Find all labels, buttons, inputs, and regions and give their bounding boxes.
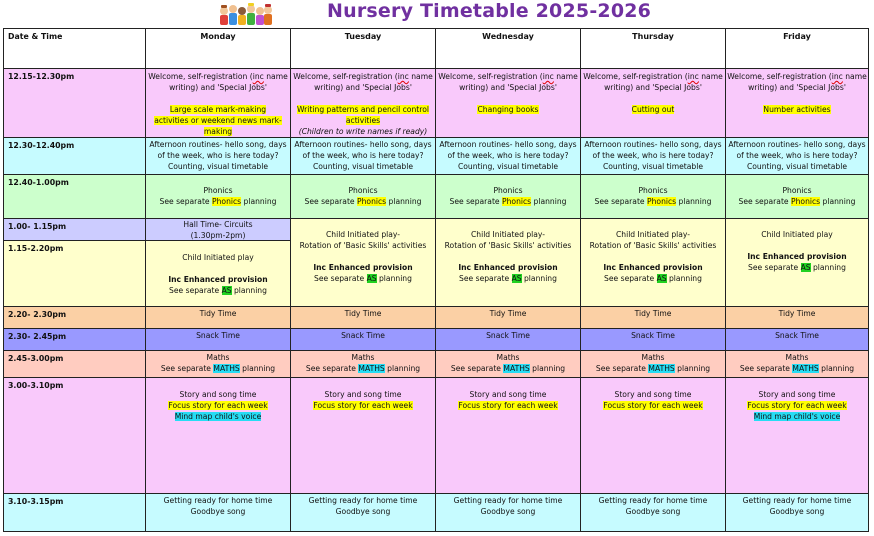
time-phonics: 12.40-1.00pm: [3, 174, 146, 219]
child-play-tuesday: Child Initiated play- Rotation of 'Basic Skills' activities Inc Enhanced provision See separate AS planning: [290, 218, 436, 307]
header-wednesday: Wednesday: [435, 28, 581, 69]
welcome-friday: Welcome, self-registration (inc name writing) and 'Special Jobs' Number activities: [725, 68, 869, 138]
welcome-activity: Writing patterns and pencil control activities: [297, 105, 429, 125]
routines-monday: Afternoon routines- hello song, days of the week, who is here today? Counting, visual timetable: [145, 137, 291, 175]
routines-tuesday: Afternoon routines- hello song, days of the week, who is here today? Counting, visual timetable: [290, 137, 436, 175]
tidy-thursday: Tidy Time: [580, 306, 726, 329]
children-group-icon: [218, 1, 274, 27]
snack-tuesday: Snack Time: [290, 328, 436, 351]
child-play-friday: Child Initiated play Inc Enhanced provision See separate AS planning: [725, 218, 869, 307]
tidy-wednesday: Tidy Time: [435, 306, 581, 329]
welcome-activity: Number activities: [763, 105, 831, 114]
page-title: Nursery Timetable 2025-2026: [327, 0, 652, 22]
story-wednesday: Story and song time Focus story for each week: [435, 377, 581, 494]
snack-friday: Snack Time: [725, 328, 869, 351]
child-play-wednesday: Child Initiated play- Rotation of 'Basic Skills' activities Inc Enhanced provision See separate AS planning: [435, 218, 581, 307]
header-friday: Friday: [725, 28, 869, 69]
phonics-monday: Phonics See separate Phonics planning: [145, 174, 291, 219]
phonics-tuesday: Phonics See separate Phonics planning: [290, 174, 436, 219]
time-hall: 1.00- 1.15pm: [3, 218, 146, 241]
home-tuesday: Getting ready for home time Goodbye song: [290, 493, 436, 532]
header-thursday: Thursday: [580, 28, 726, 69]
routines-thursday: Afternoon routines- hello song, days of the week, who is here today? Counting, visual timetable: [580, 137, 726, 175]
child-play-thursday: Child Initiated play- Rotation of 'Basic Skills' activities Inc Enhanced provision See separate AS planning: [580, 218, 726, 307]
snack-thursday: Snack Time: [580, 328, 726, 351]
phonics-wednesday: Phonics See separate Phonics planning: [435, 174, 581, 219]
hall-monday: Hall Time- Circuits (1.30pm-2pm): [145, 218, 291, 241]
routines-friday: Afternoon routines- hello song, days of the week, who is here today? Counting, visual timetable: [725, 137, 869, 175]
timetable-grid: [3, 28, 869, 532]
tidy-monday: Tidy Time: [145, 306, 291, 329]
maths-thursday: Maths See separate MATHS planning: [580, 350, 726, 378]
time-child-play: 1.15-2.20pm: [3, 240, 146, 307]
time-story: 3.00-3.10pm: [3, 377, 146, 494]
child-play-monday: Child Initiated play Inc Enhanced provision See separate AS planning: [145, 240, 291, 307]
welcome-note: (Children to write names if ready): [298, 127, 428, 136]
home-wednesday: Getting ready for home time Goodbye song: [435, 493, 581, 532]
welcome-activity: Cutting out: [631, 105, 675, 114]
time-welcome: 12.15-12.30pm: [3, 68, 146, 138]
time-snack: 2.30- 2.45pm: [3, 328, 146, 351]
home-thursday: Getting ready for home time Goodbye song: [580, 493, 726, 532]
routines-wednesday: Afternoon routines- hello song, days of the week, who is here today? Counting, visual timetable: [435, 137, 581, 175]
maths-monday: Maths See separate MATHS planning: [145, 350, 291, 378]
maths-tuesday: Maths See separate MATHS planning: [290, 350, 436, 378]
story-friday: Story and song time Focus story for each week Mind map child's voice: [725, 377, 869, 494]
time-maths: 2.45-3.00pm: [3, 350, 146, 378]
home-friday: Getting ready for home time Goodbye song: [725, 493, 869, 532]
header-monday: Monday: [145, 28, 291, 69]
header-date-time: Date & Time: [3, 28, 146, 69]
welcome-wednesday: Welcome, self-registration (inc name writing) and 'Special Jobs' Changing books: [435, 68, 581, 138]
home-monday: Getting ready for home time Goodbye song: [145, 493, 291, 532]
tidy-tuesday: Tidy Time: [290, 306, 436, 329]
welcome-activity: Changing books: [477, 105, 539, 114]
welcome-activity: Large scale mark-making activities or weekend news mark-making: [154, 105, 282, 136]
story-thursday: Story and song time Focus story for each week: [580, 377, 726, 494]
snack-wednesday: Snack Time: [435, 328, 581, 351]
phonics-thursday: Phonics See separate Phonics planning: [580, 174, 726, 219]
welcome-tuesday: Welcome, self-registration (inc name writing) and 'Special Jobs' Writing patterns and pencil control activities (Children to write names if ready): [290, 68, 436, 138]
phonics-friday: Phonics See separate Phonics planning: [725, 174, 869, 219]
welcome-monday: Welcome, self-registration (inc name writing) and 'Special Jobs' Large scale mark-making activities or weekend news mark-making: [145, 68, 291, 138]
maths-wednesday: Maths See separate MATHS planning: [435, 350, 581, 378]
time-tidy: 2.20- 2.30pm: [3, 306, 146, 329]
title-bar: [0, 0, 874, 28]
tidy-friday: Tidy Time: [725, 306, 869, 329]
maths-friday: Maths See separate MATHS planning: [725, 350, 869, 378]
story-tuesday: Story and song time Focus story for each week: [290, 377, 436, 494]
welcome-thursday: Welcome, self-registration (inc name writing) and 'Special Jobs' Cutting out: [580, 68, 726, 138]
time-routines: 12.30-12.40pm: [3, 137, 146, 175]
time-home: 3.10-3.15pm: [3, 493, 146, 532]
snack-monday: Snack Time: [145, 328, 291, 351]
header-tuesday: Tuesday: [290, 28, 436, 69]
story-monday: Story and song time Focus story for each week Mind map child's voice: [145, 377, 291, 494]
